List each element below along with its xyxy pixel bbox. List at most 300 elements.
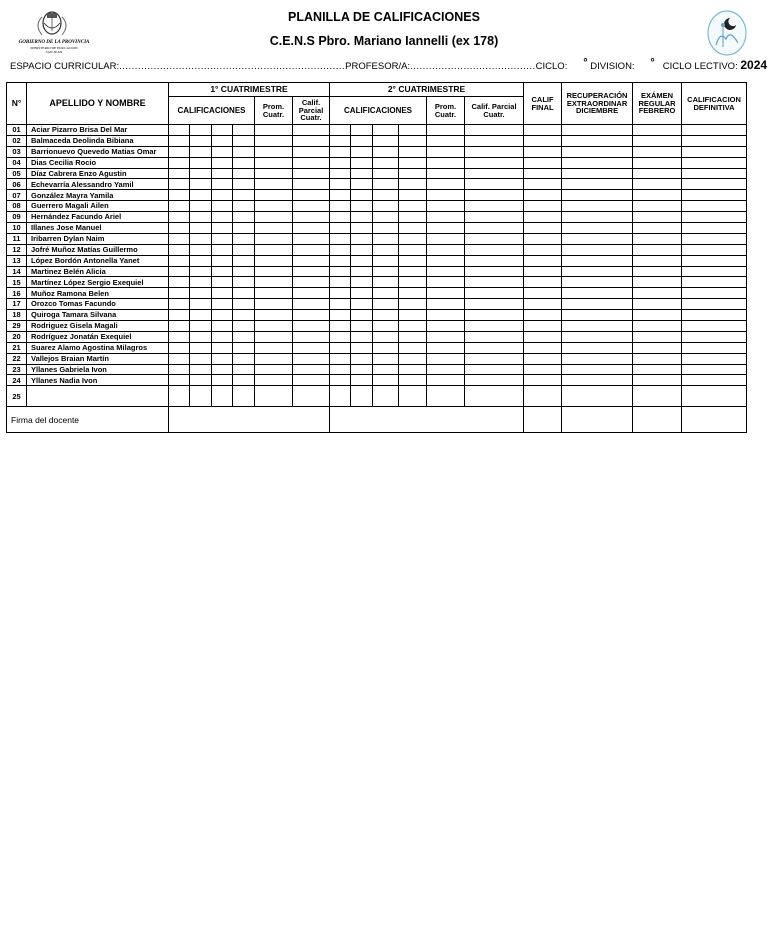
grade-cell [524,331,562,342]
grade-cell [524,146,562,157]
grade-cell [427,331,465,342]
grade-cell [351,212,373,223]
table-row [7,255,747,266]
grade-cell [255,233,293,244]
grade-cell [351,321,373,332]
grade-cell [373,386,399,407]
grade-cell [633,288,682,299]
grade-cell [399,255,427,266]
grade-cell [682,244,747,255]
grade-cell [351,331,373,342]
grade-cell [682,190,747,201]
grade-cell [330,266,351,277]
grade-cell [562,277,633,288]
grade-cell [351,375,373,386]
grade-cell [399,233,427,244]
grade-cell [373,342,399,353]
student-name: Jofré Muñoz Matías Guillermo [27,244,169,255]
grade-cell [169,135,190,146]
grade-cell [427,364,465,375]
grade-cell [524,190,562,201]
grade-cell [233,168,255,179]
grade-cell [212,364,233,375]
firma-cuatri-2-cell [330,407,524,433]
grade-cell [524,212,562,223]
grade-cell [399,299,427,310]
grade-cell [169,201,190,212]
grade-cell [399,244,427,255]
student-number: 02 [7,135,27,146]
student-name: Quiroga Tamara Silvana [27,310,169,321]
grade-cell [293,125,330,136]
grade-cell [330,310,351,321]
info-line [10,57,768,72]
grade-cell [293,353,330,364]
prom-cuatr-1-header: Prom. Cuatr. [255,97,293,125]
table-row [7,331,747,342]
grade-cell [524,233,562,244]
grade-cell [682,321,747,332]
table-row [7,266,747,277]
table-row [7,244,747,255]
grade-cell [233,212,255,223]
grade-cell [212,190,233,201]
student-number: 04 [7,157,27,168]
grade-cell [427,179,465,190]
grade-cell [562,375,633,386]
firma-cell [562,407,633,433]
grade-cell [169,255,190,266]
grade-cell [330,146,351,157]
grade-cell [562,342,633,353]
grade-cell [465,135,524,146]
grade-cell [330,201,351,212]
grade-cell [373,277,399,288]
grade-cell [465,244,524,255]
recuperacion-header: RECUPERACIÓN EXTRAORDINAR DICIEMBRE [562,83,633,125]
grade-cell [427,125,465,136]
grade-cell [524,364,562,375]
grade-cell [190,146,212,157]
grade-cell [190,353,212,364]
grade-cell [682,375,747,386]
grade-cell [212,244,233,255]
grade-cell [190,223,212,234]
grade-cell [255,125,293,136]
grade-cell [330,157,351,168]
grade-cell [562,364,633,375]
grade-cell [524,342,562,353]
grade-cell [465,223,524,234]
grade-cell [633,375,682,386]
grade-cell [330,364,351,375]
grade-cell [524,310,562,321]
grade-cell [233,223,255,234]
grade-cell [169,288,190,299]
grade-cell [399,353,427,364]
grade-cell [330,331,351,342]
grade-cell [190,255,212,266]
grade-cell [373,331,399,342]
grade-cell [427,353,465,364]
grade-cell [633,168,682,179]
grade-cell [169,310,190,321]
grade-cell [233,190,255,201]
grade-cell [682,212,747,223]
grade-cell [212,353,233,364]
grade-cell [399,179,427,190]
student-number: 25 [7,386,27,407]
grade-cell [293,266,330,277]
grade-cell [633,310,682,321]
grade-cell [427,342,465,353]
grade-cell [169,277,190,288]
grade-cell [293,342,330,353]
col-number-header: N° [7,83,27,125]
grade-cell [427,201,465,212]
grade-cell [233,125,255,136]
grade-cell [212,386,233,407]
student-name: Echevarría Alessandro Yamil [27,179,169,190]
grade-cell [465,386,524,407]
calificacion-definitiva-header: CALIFICACION DEFINITIVA [682,83,747,125]
grade-cell [465,233,524,244]
grade-cell [562,331,633,342]
grade-cell [427,146,465,157]
student-number: 08 [7,201,27,212]
student-number: 03 [7,146,27,157]
grade-cell [562,179,633,190]
grade-cell [169,244,190,255]
grade-cell [633,201,682,212]
table-row [7,288,747,299]
student-name: Barrionuevo Quevedo Matias Omar [27,146,169,157]
grade-cell [373,201,399,212]
grade-cell [427,321,465,332]
grade-cell [351,310,373,321]
grade-cell [562,212,633,223]
student-name: Rodriguez Gisela Magali [27,321,169,332]
grade-cell [562,233,633,244]
grade-cell [399,168,427,179]
grade-cell [399,342,427,353]
grade-cell [233,201,255,212]
grade-cell [233,244,255,255]
grade-cell [212,135,233,146]
grade-cell [465,364,524,375]
grade-cell [562,310,633,321]
grade-cell [562,288,633,299]
grade-cell [293,135,330,146]
grade-cell [212,321,233,332]
grade-cell [633,342,682,353]
grade-cell [682,364,747,375]
grade-cell [351,179,373,190]
grade-cell [212,157,233,168]
grade-cell [633,244,682,255]
ciclo-lectivo-year: 2024 [740,58,768,72]
grade-cell [373,157,399,168]
grade-cell [293,179,330,190]
grade-cell [169,233,190,244]
grade-cell [427,310,465,321]
grade-cell [373,233,399,244]
grade-cell [633,364,682,375]
student-number: 10 [7,223,27,234]
grade-cell [212,331,233,342]
grade-cell [212,179,233,190]
grade-cell [255,375,293,386]
table-row [7,353,747,364]
calificaciones-1-header: CALIFICACIONES [169,97,255,125]
table-row [7,342,747,353]
table-row [7,190,747,201]
grade-cell [633,386,682,407]
grade-cell [212,299,233,310]
grade-cell [682,135,747,146]
grade-cell [351,386,373,407]
grade-cell [190,212,212,223]
table-row [7,386,747,407]
grade-cell [562,266,633,277]
student-name: López Bordón Antonella Yanet [27,255,169,266]
grade-cell [351,266,373,277]
grade-cell [169,353,190,364]
grade-cell [524,353,562,364]
grade-cell [212,233,233,244]
grade-cell [373,266,399,277]
grade-cell [633,212,682,223]
grade-cell [169,212,190,223]
grade-cell [373,353,399,364]
grade-cell [465,266,524,277]
grade-cell [465,353,524,364]
grade-cell [190,233,212,244]
grade-cell [212,310,233,321]
grade-cell [562,125,633,136]
calif-final-header: CALIF FINAL [524,83,562,125]
grade-cell [524,244,562,255]
grade-cell [351,277,373,288]
grade-cell [212,375,233,386]
grade-cell [293,212,330,223]
grade-cell [169,125,190,136]
grade-cell [465,321,524,332]
grade-cell [633,233,682,244]
grade-cell [233,353,255,364]
grade-cell [169,331,190,342]
grade-cell [330,386,351,407]
grade-cell [351,146,373,157]
grade-cell [427,299,465,310]
grade-cell [465,331,524,342]
grade-cell [293,299,330,310]
table-row [7,157,747,168]
grade-cell [293,233,330,244]
student-number: 24 [7,375,27,386]
student-name: Aciar Pizarro Brisa Del Mar [27,125,169,136]
grade-cell [465,310,524,321]
grade-cell [190,299,212,310]
grade-cell [330,299,351,310]
cuatrimestre-2-header: 2° CUATRIMESTRE [330,83,524,97]
student-number: 23 [7,364,27,375]
grade-cell [465,255,524,266]
grade-cell [255,386,293,407]
student-name: Yllanes Gabriela Ivon [27,364,169,375]
grade-cell [633,157,682,168]
grade-cell [169,157,190,168]
grade-cell [190,179,212,190]
grade-cell [427,223,465,234]
grade-cell [255,179,293,190]
student-name: Rodríguez Jonatán Exequiel [27,331,169,342]
student-name: Iribarren Dylan Naim [27,233,169,244]
student-number: 05 [7,168,27,179]
grade-cell [465,201,524,212]
grade-cell [633,125,682,136]
grade-cell [524,157,562,168]
grade-cell [190,310,212,321]
grade-cell [633,255,682,266]
grade-cell [233,266,255,277]
grade-cell [293,190,330,201]
grade-cell [293,321,330,332]
grade-cell [524,288,562,299]
grade-cell [190,288,212,299]
calif-parcial-1-header: Calif. Parcial Cuatr. [293,97,330,125]
grade-cell [524,223,562,234]
grade-cell [682,288,747,299]
grade-cell [212,288,233,299]
student-number: 01 [7,125,27,136]
grade-cell [351,168,373,179]
grade-cell [427,266,465,277]
student-number: 06 [7,179,27,190]
grade-cell [351,244,373,255]
firma-docente-label: Firma del docente [7,407,169,433]
grade-cell [427,212,465,223]
grade-cell [399,386,427,407]
grade-cell [255,244,293,255]
grade-cell [399,321,427,332]
grade-cell [351,190,373,201]
grade-cell [373,288,399,299]
grade-cell [562,386,633,407]
seal-caption: GOBIERNO DE LA PROVINCIA [18,40,90,45]
table-row [7,233,747,244]
grade-cell [399,223,427,234]
student-name: Muñoz Ramona Belen [27,288,169,299]
grade-cell [682,331,747,342]
espacio-curricular-field: ........................................................................ [119,61,346,72]
grade-cell [373,223,399,234]
student-number: 13 [7,255,27,266]
grade-cell [373,179,399,190]
grade-cell [399,277,427,288]
grade-cell [255,288,293,299]
grade-cell [169,386,190,407]
grade-cell [190,135,212,146]
grade-cell [373,255,399,266]
grade-cell [351,157,373,168]
grade-cell [373,364,399,375]
table-row [7,321,747,332]
student-name: Vallejos Braian Martín [27,353,169,364]
grade-cell [255,342,293,353]
table-row [7,299,747,310]
table-row [7,125,747,136]
grade-cell [330,190,351,201]
student-number: 21 [7,342,27,353]
grade-cell [633,331,682,342]
grade-cell [399,288,427,299]
grade-cell [169,342,190,353]
col-name-header: APELLIDO Y NOMBRE [27,83,169,125]
grade-cell [633,277,682,288]
grade-cell [524,386,562,407]
grade-cell [293,244,330,255]
grade-cell [399,266,427,277]
student-number: 12 [7,244,27,255]
grade-cell [524,168,562,179]
firma-cell [633,407,682,433]
table-row [7,212,747,223]
grade-cell [682,179,747,190]
grade-cell [524,277,562,288]
grade-cell [524,255,562,266]
student-name: Dias Cecilia Rocio [27,157,169,168]
grade-cell [190,201,212,212]
grade-cell [233,321,255,332]
grade-cell [373,375,399,386]
grade-cell [255,277,293,288]
grade-cell [330,233,351,244]
grade-cell [330,375,351,386]
grade-cell [373,168,399,179]
grade-cell [293,157,330,168]
grade-cell [465,288,524,299]
grade-cell [190,168,212,179]
grade-cell [233,179,255,190]
grade-cell [399,125,427,136]
profesor-label: PROFESOR/A: [345,61,411,72]
student-name: Guerrero Magali Ailen [27,201,169,212]
grade-cell [212,342,233,353]
grade-cell [465,157,524,168]
grade-cell [255,157,293,168]
grade-cell [633,299,682,310]
grade-cell [682,310,747,321]
grade-cell [330,135,351,146]
grade-cell [633,190,682,201]
grade-cell [682,125,747,136]
grade-cell [524,266,562,277]
grade-cell [190,244,212,255]
grade-cell [373,146,399,157]
grade-cell [255,299,293,310]
grade-cell [524,321,562,332]
grade-cell [233,255,255,266]
ciclo-label: CICLO: [535,61,568,72]
grade-cell [524,375,562,386]
grade-cell [682,233,747,244]
ciclo-lectivo-label: CICLO LECTIVO: [662,61,738,72]
page-title: PLANILLA DE CALIFICACIONES [288,10,480,24]
grade-cell [682,299,747,310]
grade-cell [233,233,255,244]
grade-cell [682,168,747,179]
